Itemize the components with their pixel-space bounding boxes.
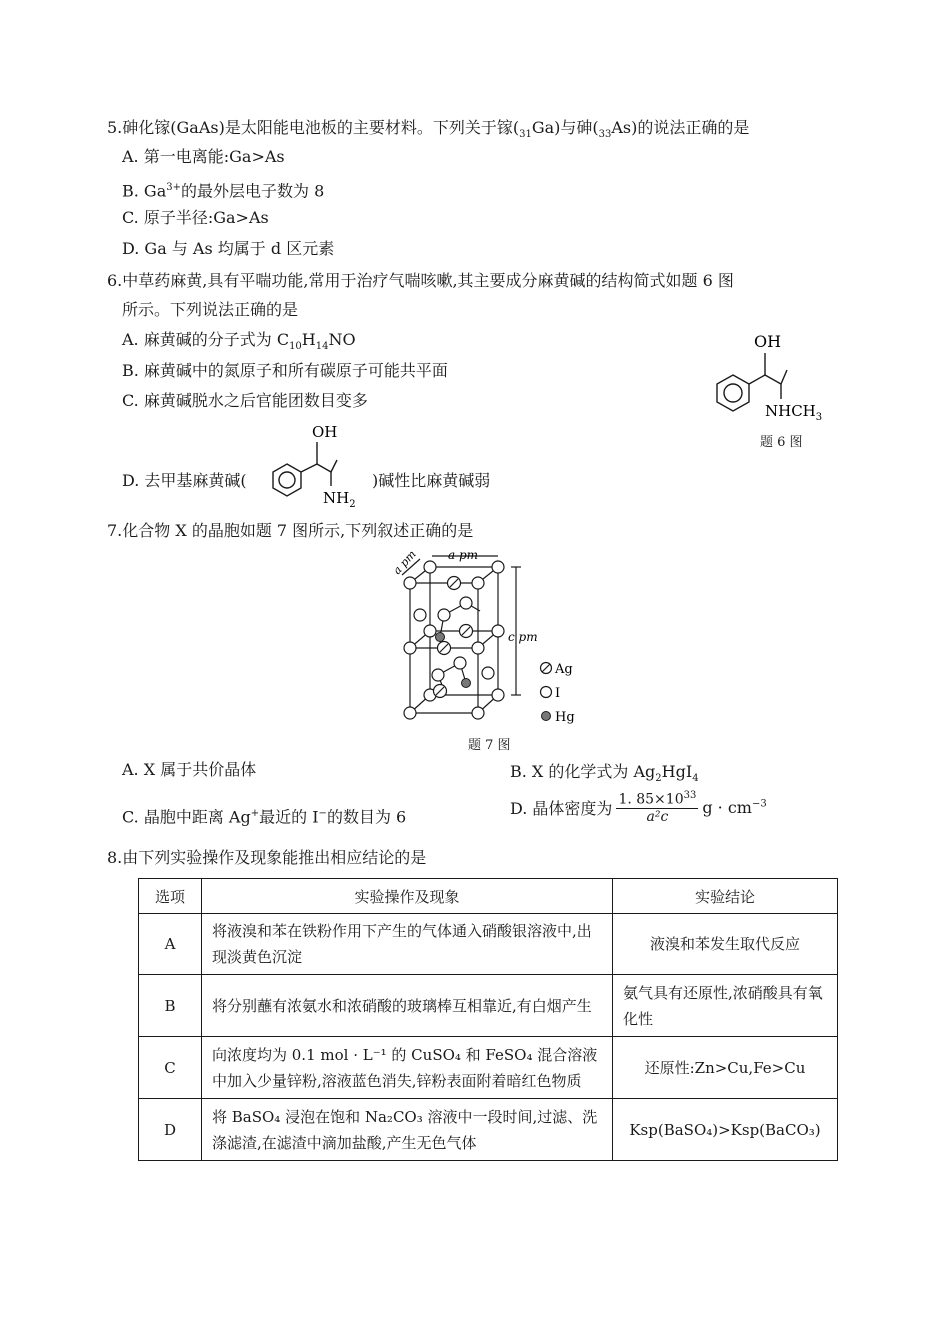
row-operation: 向浓度均为 0.1 mol · L⁻¹ 的 CuSO₄ 和 FeSO₄ 混合溶液中加入少量锌粉,溶液蓝色消失,锌粉表面附着暗红色物质	[202, 1037, 613, 1099]
row-conclusion: 液溴和苯发生取代反应	[613, 914, 838, 975]
row-operation: 将液溴和苯在铁粉作用下产生的气体通入硝酸银溶液中,出现淡黄色沉淀	[202, 914, 613, 975]
iodine-atom	[492, 561, 504, 573]
q5-option-d: D. Ga 与 As 均属于 d 区元素	[122, 239, 335, 258]
q7-option-d: D. 晶体密度为 $\frac{1. 85\times 10^{33}}{\text{a²c}}$ $g \cdot cm^{-3}$	[510, 790, 767, 825]
q7-option-a: A. X 属于共价晶体	[122, 760, 257, 779]
a-pm-side-label: a pm	[390, 547, 419, 578]
ephedrine-oh-label: OH	[754, 332, 782, 351]
iodine-atom	[472, 707, 484, 719]
iodine-atom	[404, 707, 416, 719]
table-header-row	[139, 879, 838, 914]
benzene-aromatic-circle-small	[279, 472, 295, 488]
row-option: A	[139, 914, 202, 975]
iodine-atom	[424, 625, 436, 637]
row-option: D	[139, 1099, 202, 1161]
q5-option-a: A. 第一电离能:Ga>As	[122, 147, 285, 166]
iodine-atom	[414, 609, 426, 621]
ephedrine-structure-figure	[705, 325, 835, 430]
iodine-atom	[472, 642, 484, 654]
q6-option-d-suffix: )碱性比麻黄碱弱	[372, 471, 491, 490]
legend-i-marker	[541, 687, 552, 698]
table-row	[139, 914, 838, 975]
row-conclusion: Ksp(BaSO₄)>Ksp(BaCO₃)	[613, 1099, 838, 1161]
norephedrine-oh-label: OH	[312, 423, 338, 441]
q6-stem-line2: 所示。下列说法正确的是	[122, 300, 299, 319]
q6-option-d-prefix: D. 去甲基麻黄碱(	[122, 471, 247, 490]
q5-option-b: B. $Ga^{3+}$的最外层电子数为 8	[122, 181, 325, 201]
row-operation: 将分别蘸有浓氨水和浓硝酸的玻璃棒互相靠近,有白烟产生	[202, 975, 613, 1037]
norephedrine-nh2-label: $NH_2$	[323, 489, 356, 510]
row-operation: 将 BaSO₄ 浸泡在饱和 Na₂CO₃ 溶液中一段时间,过滤、洗涤滤渣,在滤渣中滴加盐酸,产生无色气体	[202, 1099, 613, 1161]
iodine-atom	[492, 689, 504, 701]
table-row	[139, 1037, 838, 1099]
iodine-atom	[460, 597, 472, 609]
norephedrine-structure	[265, 420, 380, 512]
legend-hg-marker	[542, 712, 551, 721]
iodine-atom	[472, 577, 484, 589]
header-operation: 实验操作及现象	[202, 879, 613, 914]
experiment-table	[138, 878, 838, 1161]
fig6-caption: 题 6 图	[760, 435, 803, 450]
density-fraction: $\frac{1. 85\times 10^{33}}{\text{a²c}}$	[618, 790, 697, 825]
legend-hg-label: Hg	[555, 710, 575, 725]
q7-option-b: B. X 的化学式为 $Ag_2HgI_4$	[510, 762, 699, 785]
row-conclusion: 还原性:Zn>Cu,Fe>Cu	[613, 1037, 838, 1099]
iodine-atom	[404, 577, 416, 589]
q6-option-a: A. 麻黄碱的分子式为 $C_{10}H_{14}NO$	[122, 330, 356, 353]
unit-cell-legend	[541, 662, 575, 725]
legend-ag-label: Ag	[555, 662, 573, 677]
table-row	[139, 975, 838, 1037]
q7-option-c: C. 晶胞中距离 Ag+最近的 I−的数目为 6	[122, 807, 407, 827]
q7-stem: 7.化合物 X 的晶胞如题 7 图所示,下列叙述正确的是	[107, 521, 474, 540]
benzene-ring-small	[273, 464, 301, 496]
q5-stem: 5.砷化镓(GaAs)是太阳能电池板的主要材料。下列关于镓$(_{31}Ga)$与砷$(_{33}As)$的说法正确的是	[107, 118, 750, 141]
header-conclusion: 实验结论	[613, 879, 838, 914]
q5-option-c: C. 原子半径:Ga>As	[122, 208, 269, 227]
c-pm-label: c pm	[508, 630, 538, 644]
header-option: 选项	[139, 879, 202, 914]
legend-i-label: I	[555, 686, 561, 701]
mercury-atom	[462, 679, 471, 688]
row-option: B	[139, 975, 202, 1037]
iodine-atom	[404, 642, 416, 654]
benzene-aromatic-circle	[724, 384, 742, 402]
table-row	[139, 1099, 838, 1161]
unit-cell-figure	[380, 545, 590, 725]
iodine-atom	[438, 609, 450, 621]
q8-stem: 8.由下列实验操作及现象能推出相应结论的是	[107, 848, 427, 867]
q6-option-c: C. 麻黄碱脱水之后官能团数目变多	[122, 391, 368, 410]
iodine-atom	[492, 625, 504, 637]
iodine-atom	[424, 561, 436, 573]
q6-stem-line1: 6.中草药麻黄,具有平喘功能,常用于治疗气喘咳嗽,其主要成分麻黄碱的结构简式如题 6 图	[107, 271, 734, 290]
iodine-atom	[432, 669, 444, 681]
row-option: C	[139, 1037, 202, 1099]
iodine-atom	[482, 667, 494, 679]
a-pm-top-label: a pm	[448, 548, 479, 562]
iodine-atom	[454, 657, 466, 669]
mercury-atom	[436, 633, 445, 642]
row-conclusion: 氨气具有还原性,浓硝酸具有氧化性	[613, 975, 838, 1037]
q6-option-b: B. 麻黄碱中的氮原子和所有碳原子可能共平面	[122, 361, 448, 380]
fig7-caption: 题 7 图	[468, 738, 511, 753]
benzene-ring	[717, 375, 749, 411]
ephedrine-nhch3-label: $NHCH_3$	[765, 402, 823, 423]
